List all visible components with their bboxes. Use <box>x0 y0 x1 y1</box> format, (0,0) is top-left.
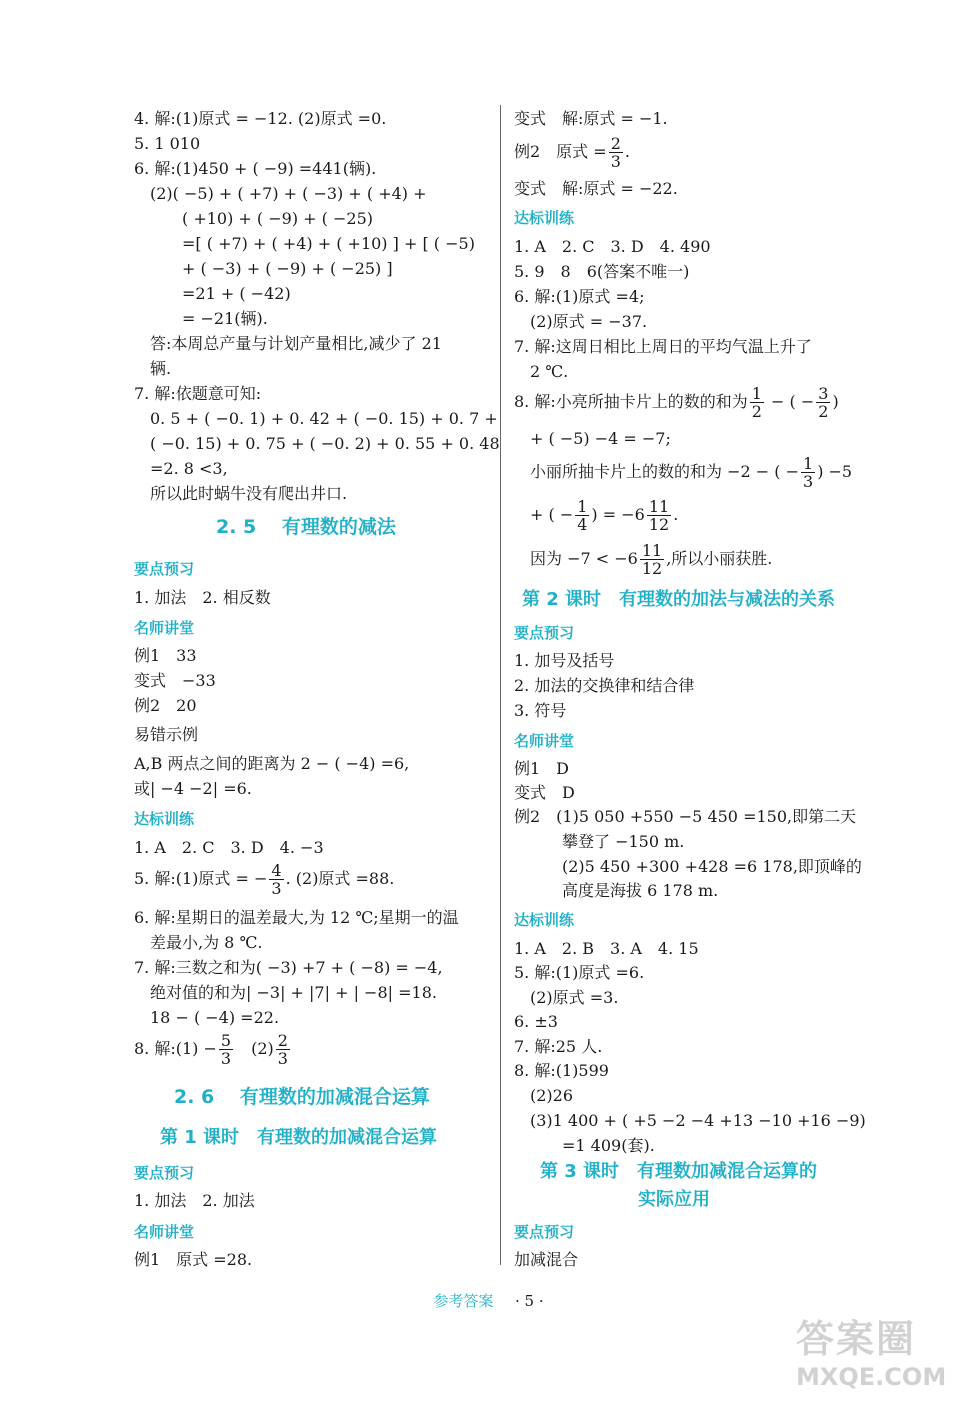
answer-line: 2 ℃. <box>530 362 569 381</box>
fraction: $\frac{3}{2}$ <box>818 384 829 421</box>
fraction: $\frac{2}{3}$ <box>610 134 621 171</box>
answer-line: 18 − ( −4) =22. <box>150 1008 280 1027</box>
answer-line: 6. ±3 <box>514 1012 558 1031</box>
answer-line: 或| −4 −2| =6. <box>134 779 252 798</box>
answer-line: A,B 两点之间的距离为 2 − ( −4) =6, <box>134 754 410 773</box>
answer-line: 例2 20 <box>134 696 197 715</box>
heading-key-preview: 要点预习 <box>134 1164 195 1182</box>
watermark-en: MXQE.COM <box>796 1363 947 1391</box>
answer-line: 5. 解:(1)原式 =6. <box>514 963 645 982</box>
answer-line: 例2 (1)5 050 +550 −5 450 =150,即第二天 <box>514 807 857 826</box>
watermark-logo <box>796 1308 968 1394</box>
answer-line: 1. 加号及括号 <box>514 651 615 670</box>
answer-line: 攀登了 −150 m. <box>562 832 685 851</box>
lesson-title-3-cont: 实际应用 <box>638 1189 710 1210</box>
answer-line: 绝对值的和为| −3| + |7| + | −8| =18. <box>150 983 437 1002</box>
answer-line: 所以此时蜗牛没有爬出井口. <box>150 484 348 503</box>
heading-key-preview: 要点预习 <box>514 624 575 642</box>
answer-line: 5. 解:(1)原式 = − $\frac{4}{3}$ . (2)原式 =88. <box>134 861 395 898</box>
answer-line: 8. 解:小亮所抽卡片上的数的和为 $\frac{1}{2}$ − ( − $\frac{3}{2}$ ) <box>514 384 839 421</box>
answer-line: 因为 −7 < −6 $\frac{11}{12}$ ,所以小丽获胜. <box>530 541 773 578</box>
answer-line: 6. 解:星期日的温差最大,为 12 ℃;星期一的温 <box>134 908 459 927</box>
answer-line: 变式 解:原式 = −22. <box>514 179 678 198</box>
footer-label: 参考答案 <box>433 1292 494 1310</box>
answer-line: 6. 解:(1)原式 =4; <box>514 287 645 306</box>
answer-line: (2)原式 = −37. <box>530 312 648 331</box>
section-title-2-5: 2. 5 有理数的减法 <box>216 516 396 538</box>
answer-line: (2)5 450 +300 +428 =6 178,即顶峰的 <box>562 857 862 876</box>
answer-line: (2)原式 =3. <box>530 988 619 1007</box>
answer-line: 差最小,为 8 ℃. <box>150 933 263 952</box>
heading-key-preview: 要点预习 <box>134 560 195 578</box>
answer-line: 小丽所抽卡片上的数的和为 −2 − ( − $\frac{1}{3}$ ) −5 <box>530 454 853 491</box>
answer-line: 答:本周总产量与计划产量相比,减少了 21 <box>150 334 442 353</box>
answer-line: =[ ( +7) + ( +4) + ( +10) ] + [ ( −5) <box>182 234 475 253</box>
page-number: · 5 · <box>514 1292 544 1310</box>
fraction: $\frac{1}{2}$ <box>751 384 762 421</box>
lesson-title-2: 第 2 课时 有理数的加法与减法的关系 <box>522 589 836 610</box>
answer-line: ( −0. 15) + 0. 75 + ( −0. 2) + 0. 55 + 0. 48 <box>150 434 500 453</box>
answer-line: 例2 原式 = $\frac{2}{3}$ . <box>514 134 630 171</box>
answer-line: 3. 符号 <box>514 701 567 720</box>
answer-line: 5. 9 8 6(答案不唯一) <box>514 262 690 281</box>
answer-line: 1. 加法 2. 加法 <box>134 1191 255 1210</box>
answer-line: ( +10) + ( −9) + ( −25) <box>182 209 373 228</box>
fraction: $\frac{1}{4}$ <box>577 497 588 534</box>
heading-key-preview: 要点预习 <box>514 1223 575 1241</box>
answer-line: 0. 5 + ( −0. 1) + 0. 42 + ( −0. 15) + 0. 7 + <box>150 409 498 428</box>
fraction: $\frac{4}{3}$ <box>271 861 282 898</box>
answer-line: = −21(辆). <box>182 309 268 328</box>
answer-line: 变式 D <box>514 783 575 802</box>
answer-line: 1. A 2. C 3. D 4. −3 <box>134 838 324 857</box>
answer-line: =21 + ( −42) <box>182 284 291 303</box>
heading-practice: 达标训练 <box>514 911 575 929</box>
answer-line: 易错示例 <box>134 725 199 744</box>
heading-teacher-lecture: 名师讲堂 <box>134 619 195 637</box>
answer-line: 7. 解:这周日相比上周日的平均气温上升了 <box>514 337 812 356</box>
answer-line: + ( −3) + ( −9) + ( −25) ] <box>182 259 393 278</box>
section-title-2-6: 2. 6 有理数的加减混合运算 <box>174 1086 430 1108</box>
answer-line: (3)1 400 + ( +5 −2 −4 +13 −10 +16 −9) <box>530 1111 866 1130</box>
fraction: $\frac{2}{3}$ <box>277 1031 288 1068</box>
answer-line: 8. 解:(1)599 <box>514 1061 609 1080</box>
answer-line: 7. 解:三数之和为( −3) +7 + ( −8) = −4, <box>134 958 443 977</box>
heading-practice: 达标训练 <box>134 810 195 828</box>
watermark-cn: 答案圈 <box>796 1317 917 1361</box>
answer-line: 变式 解:原式 = −1. <box>514 109 668 128</box>
answer-line: 例1 原式 =28. <box>134 1250 253 1269</box>
answer-line: =1 409(套). <box>562 1136 655 1155</box>
answer-line: 7. 解:依题意可知: <box>134 384 262 403</box>
answer-line: 例1 D <box>514 759 570 778</box>
answer-line: =2. 8 <3, <box>150 459 228 478</box>
answer-line: 5. 1 010 <box>134 134 201 153</box>
fraction: $\frac{11}{12}$ <box>648 497 670 534</box>
answer-line: (2)26 <box>530 1086 574 1105</box>
answer-line: 2. 加法的交换律和结合律 <box>514 676 695 695</box>
heading-teacher-lecture: 名师讲堂 <box>514 732 575 750</box>
column-divider <box>500 105 501 1265</box>
lesson-title-1: 第 1 课时 有理数的加减混合运算 <box>160 1127 438 1148</box>
answer-line: + ( −5) −4 = −7; <box>530 429 671 448</box>
answer-line: 例1 33 <box>134 646 197 665</box>
answer-line: 变式 −33 <box>134 671 216 690</box>
heading-teacher-lecture: 名师讲堂 <box>134 1223 195 1241</box>
answer-line: 1. A 2. C 3. D 4. 490 <box>514 237 711 256</box>
answer-line: + ( − $\frac{1}{4}$ ) = −6 $\frac{11}{12}$ . <box>530 497 679 534</box>
heading-practice: 达标训练 <box>514 209 575 227</box>
answer-line: 1. A 2. B 3. A 4. 15 <box>514 939 699 958</box>
fraction: $\frac{5}{3}$ <box>220 1031 232 1068</box>
answer-line: 4. 解:(1)原式 = −12. (2)原式 =0. <box>134 109 387 128</box>
answer-line: 8. 解:(1) − $\frac{5}{3}$ (2) $\frac{2}{3}$ <box>134 1031 288 1068</box>
answer-line: 1. 加法 2. 相反数 <box>134 588 271 607</box>
answer-line: 6. 解:(1)450 + ( −9) =441(辆). <box>134 159 377 178</box>
answer-line: 加减混合 <box>514 1250 579 1269</box>
lesson-title-3: 第 3 课时 有理数加减混合运算的 <box>540 1161 818 1182</box>
answer-line: (2)( −5) + ( +7) + ( −3) + ( +4) + <box>150 184 427 203</box>
answer-line: 7. 解:25 人. <box>514 1037 603 1056</box>
answer-line: 辆. <box>150 359 172 378</box>
fraction: $\frac{1}{3}$ <box>803 454 814 491</box>
answer-line: 高度是海拔 6 178 m. <box>562 881 719 900</box>
fraction: $\frac{11}{12}$ <box>641 541 663 578</box>
